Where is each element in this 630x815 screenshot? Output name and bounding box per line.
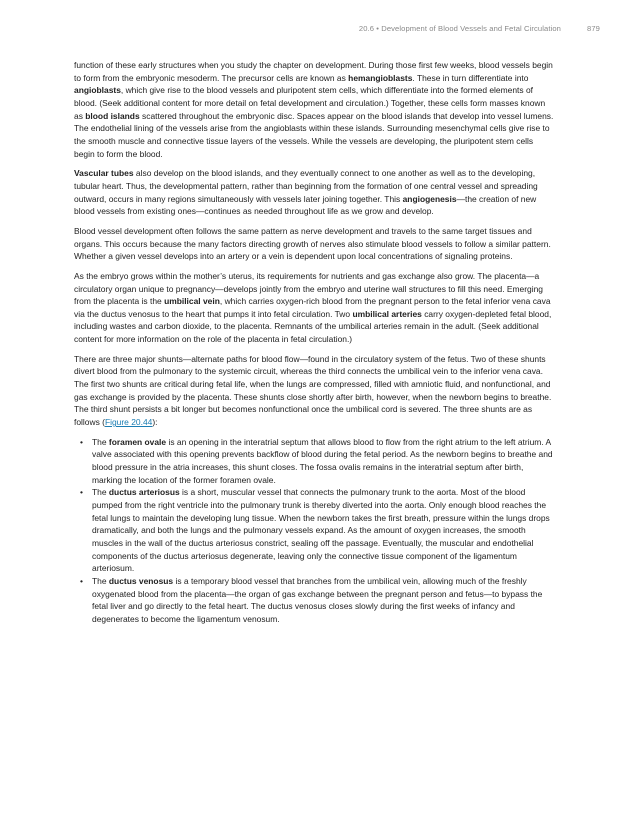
- term-vascular-tubes: Vascular tubes: [74, 168, 134, 179]
- paragraph-2: Vascular tubes also develop on the blood islands, and they eventually connect to one another as well as to the developing, tubular heart. Thus, the developmental pattern, rather than beginning from the formation of one central vessel and spreading outward, occurs in many regions simultaneously with vessels later joining together. This angiogenesis—the creation of new blood vessels from existing ones—continues as needed throughout life as we grow and develop.: [74, 168, 538, 217]
- term-ductus-arteriosus: ductus arteriosus: [108, 487, 180, 498]
- list-item: • The foramen ovale is an opening in the interatrial septum that allows blood to flow from the right atrium to the left atrium. A valve associated with this opening prevents backflow of blood during the fetal period. As the newborn begins to breathe and blood pressure in the atria increases, this shunt closes. The fossa ovalis remains in the interatrial septum after birth, marking the location of the former foramen ovale.: [80, 436, 553, 485]
- term-blood-islands: blood islands: [85, 110, 140, 121]
- figure-link[interactable]: Figure 20.44: [104, 417, 153, 428]
- paragraph-4: As the embryo grows within the mother’s uterus, its requirements for nutrients and gas exchange also grow. The placenta—a circulatory organ unique to pregnancy—develops jointly from the embryo and uterine wall structures to fill this need. Emerging from the placenta is the umbilical vein, which carries oxygen-rich blood from the pregnant person to the fetal inferior vena cava via the ductus venosus to the heart that pumps it into fetal circulation. Two umbilical arteries carry oxygen-depleted fetal blood, including wastes and carbon dioxide, to the placenta. Remnants of the umbilical arteries remain in the adult. (Seek additional content for more information on the role of the placenta in fetal circulation.): [74, 270, 552, 345]
- paragraph-1: function of these early structures when you study the chapter on development. During those first few weeks, blood vessels begin to form from the embryonic mesoderm. The precursor cells are known as hemangioblasts. These in turn differentiate into angioblasts, which give rise to the blood vessels and pluripotent stem cells, which differentiate into the formed elements of blood. (Seek additional content for more detail on fetal development and circulation.) Together, these cells form masses known as blood islands scattered throughout the embryonic disc. Spaces appear on the blood islands that develop into vessel lumens. The endothelial lining of the vessels arise from the angioblasts within these islands. Surrounding mesenchymal cells give rise to the smooth muscle and connective tissue layers of the vessels. While the vessels are developing, the pluripotent stem cells begin to form the blood.: [74, 60, 554, 159]
- term-umbilical-vein: umbilical vein: [164, 296, 220, 307]
- page-number: 879: [587, 24, 600, 33]
- term-umbilical-arteries: umbilical arteries: [352, 308, 422, 319]
- term-angioblasts: angioblasts: [74, 85, 121, 96]
- list-item: • The ductus arteriosus is a short, muscular vessel that connects the pulmonary trunk to the aorta. Most of the blood pumped from the right ventricle into the pulmonary trunk is thereby diverted into the aorta. Only enough blood reaches the fetal lungs to maintain the developing lung tissue. When the newborn takes the first breath, pressure within the lungs drops dramatically, and both the lungs and the pulmonary vessels expand. As the amount of oxygen increases, the smooth muscles in the wall of the ductus arteriosus constrict, sealing off the passage. Eventually, the muscular and endothelial components of the ductus arteriosus degenerate, leaving only the connective tissue component of the ligamentum arteriosum.: [80, 487, 550, 574]
- term-hemangioblasts: hemangioblasts: [348, 72, 413, 83]
- running-header: [359, 24, 600, 33]
- shunt-list: [74, 436, 555, 626]
- bullet-marker: •: [80, 487, 83, 498]
- paragraph-5: There are three major shunts—alternate paths for blood flow—found in the circulatory system of the fetus. Two of these shunts divert blood from the pulmonary to the systemic circuit, whereas the third connects the umbilical vein to the inferior vena cava. The first two shunts are critical during fetal life, when the lungs are compressed, filled with amniotic fluid, and nonfunctional, and gas exchange is provided by the placenta. These shunts close shortly after birth, however, when the newborn begins to breathe. The third shunt persists a bit longer but becomes nonfunctional once the umbilical cord is severed. The three shunts are as follows (Figure 20.44):: [74, 353, 552, 428]
- body-text: [74, 59, 555, 626]
- term-ductus-venosus: ductus venosus: [108, 575, 174, 586]
- term-foramen-ovale: foramen ovale: [108, 436, 167, 447]
- paragraph-3: Blood vessel development often follows the same pattern as nerve development and travels to the same target tissues and organs. This occurs because the many factors directing growth of nerves also stimulate blood vessels to follow a similar pattern. Whether a given vessel develops into an artery or a vein is dependent upon local concentrations of signaling proteins.: [74, 225, 551, 262]
- section-title: 20.6 • Development of Blood Vessels and Fetal Circulation: [358, 24, 562, 33]
- bullet-marker: •: [80, 436, 83, 447]
- bullet-marker: •: [80, 575, 83, 586]
- list-item: • The ductus venosus is a temporary blood vessel that branches from the umbilical vein, allowing much of the freshly oxygenated blood from the placenta—the organ of gas exchange between the pregnant person and fetus—to bypass the fetal liver and go directly to the fetal heart. The ductus venosus closes slowly during the first weeks of infancy and degenerates to become the ligamentum venosum.: [80, 575, 543, 624]
- term-angiogenesis: angiogenesis: [402, 193, 457, 204]
